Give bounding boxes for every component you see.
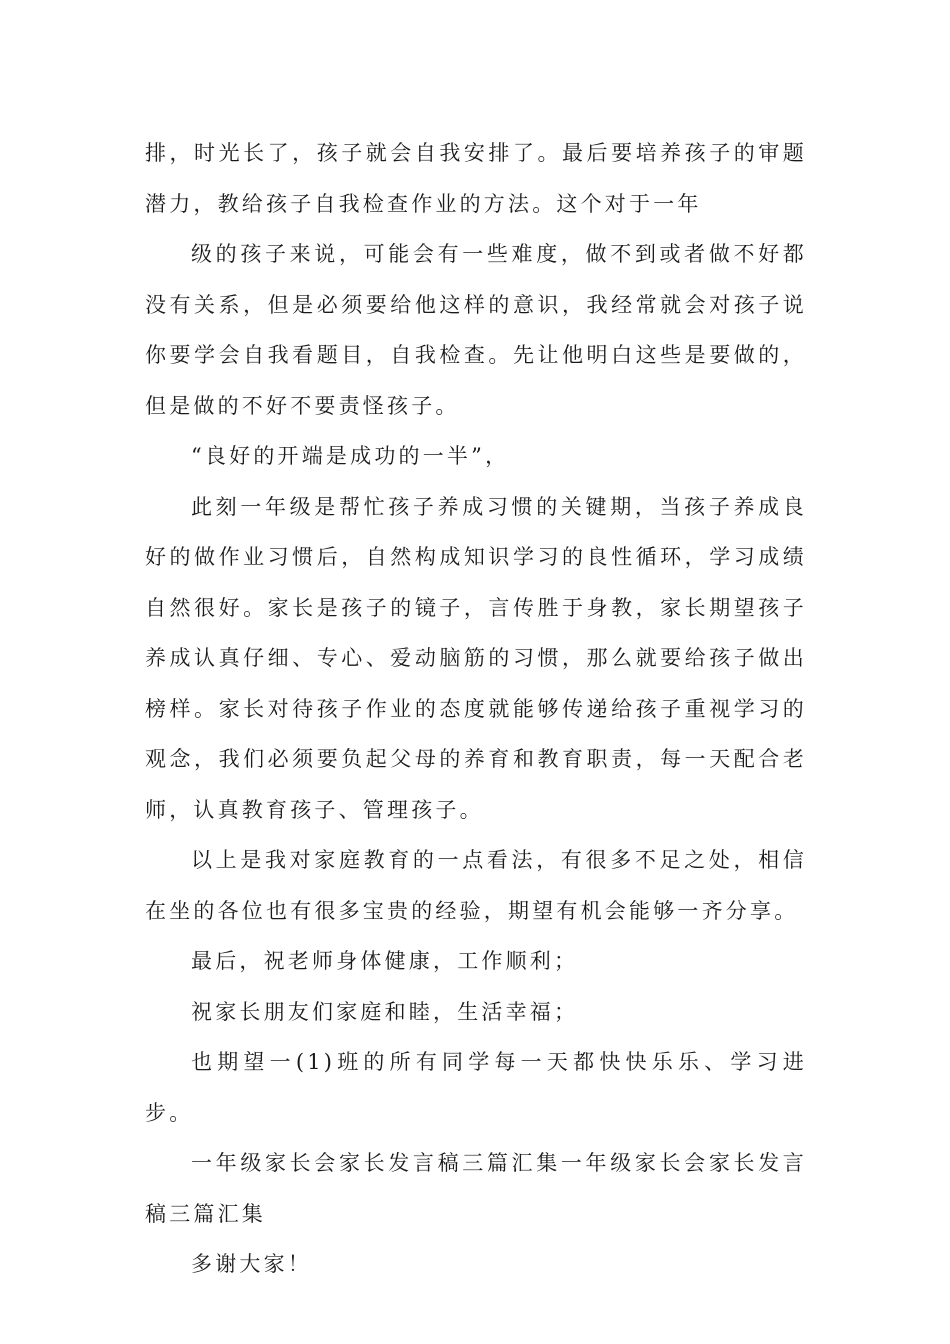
paragraph-self-check: 级的孩子来说，可能会有一些难度，做不到或者做不好都没有关系，但是必须要给他这样的意识，我经常就会对孩子说你要学会自我看题目，自我检查。先让他明白这些是要做的，但是做的不好不要责怪孩子。 [145,242,807,418]
paragraph-thanks: 多谢大家！ [191,1252,312,1276]
document-body [145,128,807,1290]
paragraph-title-repeat: 一年级家长会家长发言稿三篇汇集一年级家长会家长发言稿三篇汇集 [145,1151,807,1226]
paragraph-habits: 此刻一年级是帮忙孩子养成习惯的关键期，当孩子养成良好的做作业习惯后，自然构成知识学习的良性循环，学习成绩自然很好。家长是孩子的镜子，言传胜于身教，家长期望孩子养成认真仔细、专心、爱动脑筋的习惯，那么就要给孩子做出榜样。家长对待孩子作业的态度就能够传递给孩子重视学习的观念，我们必须要负起父母的养育和教育职责，每一天配合老师，认真教育孩子、管理孩子。 [145,494,807,822]
paragraph-summary: 以上是我对家庭教育的一点看法，有很多不足之处，相信在坐的各位也有很多宝贵的经验，期望有机会能够一齐分享。 [145,848,807,923]
paragraph-wish-parents: 祝家长朋友们家庭和睦，生活幸福； [191,999,579,1024]
paragraph-wish-students: 也期望一(1)班的所有同学每一天都快快乐乐、学习进步。 [145,1050,807,1125]
paragraph-quote: “良好的开端是成功的一半”， [191,444,510,468]
paragraph-continuation: 排，时光长了，孩子就会自我安排了。最后要培养孩子的审题潜力，教给孩子自我检查作业的方法。这个对于一年 [145,141,807,216]
paragraph-wish-teachers: 最后，祝老师身体健康，工作顺利； [191,949,579,973]
